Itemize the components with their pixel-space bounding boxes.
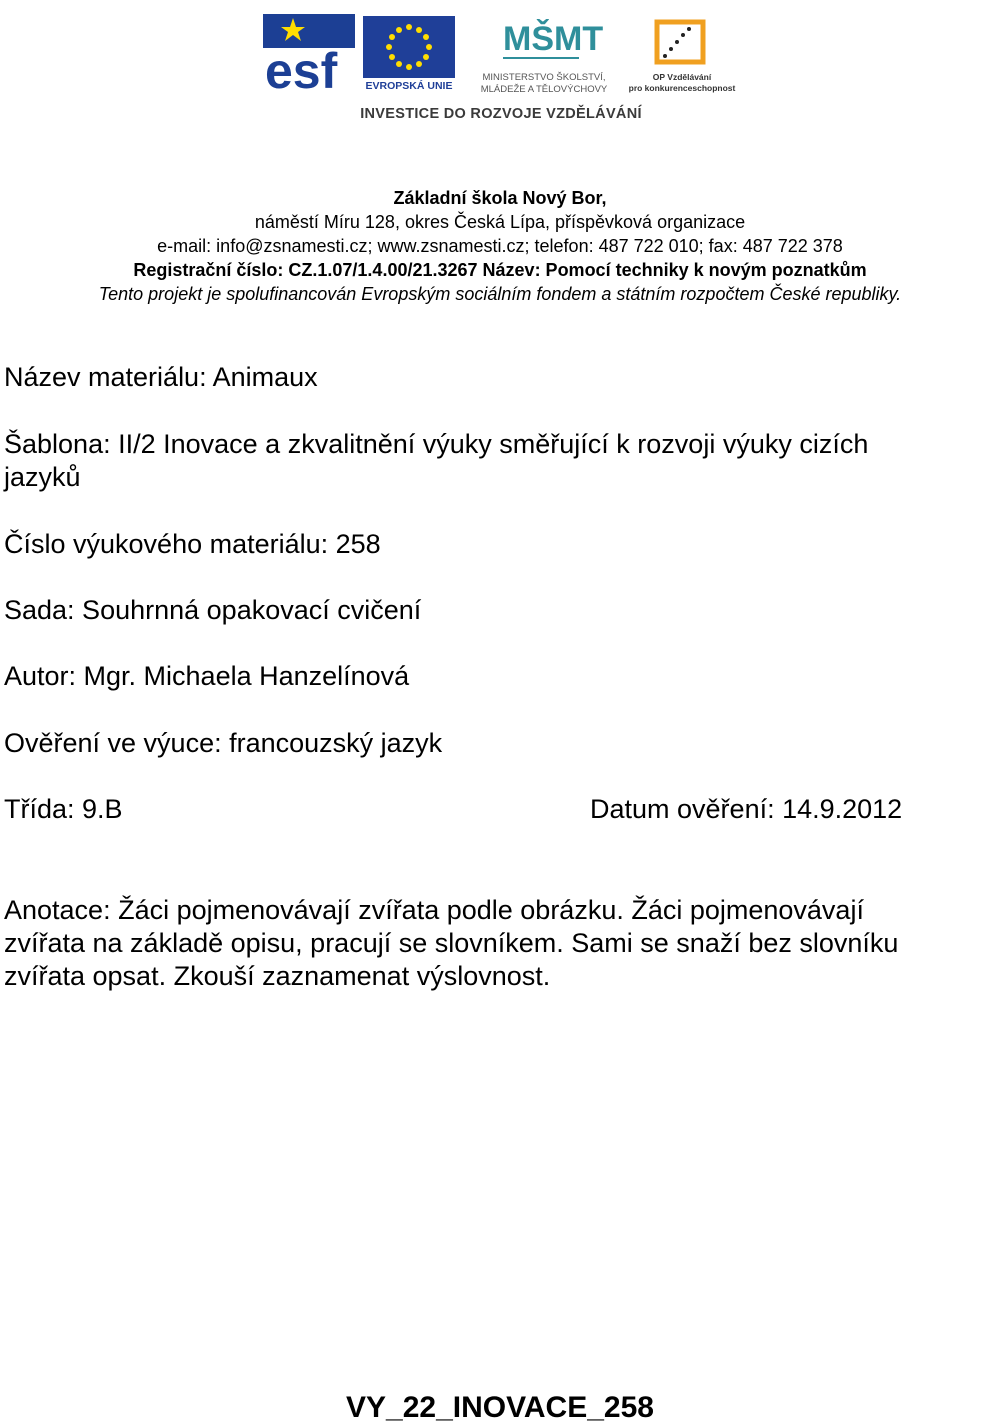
logo-banner	[255, 0, 747, 132]
school-address: náměstí Míru 128, okres Česká Lípa, příspěvková organizace	[254, 212, 746, 232]
material-verification: Ověření ve výuce: francouzský jazyk	[4, 728, 443, 758]
msmt-caption-1: MINISTERSTVO ŠKOLSTVÍ,	[482, 72, 606, 83]
material-number: Číslo výukového materiálu: 258	[4, 529, 381, 559]
banner-slogan: INVESTICE DO ROZVOJE VZDĚLÁVÁNÍ	[360, 106, 642, 122]
esf-logo-text: esf	[265, 43, 338, 99]
msmt-logo-text: MŠMT	[503, 20, 604, 58]
material-template-line-1: Šablona: II/2 Inovace a zkvalitnění výuky směřující k rozvoji výuky cizích	[4, 429, 869, 459]
school-name: Základní škola Nový Bor,	[393, 188, 607, 208]
op-caption-2: pro konkurenceschopnost	[628, 83, 736, 93]
eu-flag-logo	[363, 16, 455, 78]
cofinancing-note: Tento projekt je spolufinancován Evropským sociálním fondem a státním rozpočtem České republiky.	[98, 284, 902, 304]
annotation-line-3: zvířata opsat. Zkouší zaznamenat výslovnost.	[4, 961, 551, 991]
material-template	[4, 428, 944, 494]
material-name: Název materiálu: Animaux	[4, 362, 318, 392]
op-vk-logo	[651, 16, 711, 68]
class-date-row	[4, 793, 944, 826]
school-contact: e-mail: info@zsnamesti.cz; www.zsnamesti.cz; telefon: 487 722 010; fax: 487 722 378	[157, 236, 843, 256]
registration-line: Registrační číslo: CZ.1.07/1.4.00/21.3267 Název: Pomocí techniky k novým poznatkům	[133, 260, 867, 280]
msmt-logo	[495, 12, 604, 74]
eu-caption: EVROPSKÁ UNIE	[365, 80, 453, 92]
msmt-caption-2: MLÁDEŽE A TĚLOVÝCHOVY	[480, 84, 608, 95]
material-code: VY_22_INOVACE_258	[346, 1391, 654, 1424]
op-caption-1: OP Vzdělávání	[652, 72, 712, 82]
material-set: Sada: Souhrnná opakovací cvičení	[4, 595, 422, 625]
material-class: Třída: 9.B	[4, 794, 123, 824]
annotation	[4, 894, 964, 993]
annotation-line-2: zvířata na základě opisu, pracují se slovníkem. Sami se snaží bez slovníku	[4, 928, 899, 958]
material-template-line-2: jazyků	[4, 462, 81, 492]
verification-date: Datum ověření: 14.9.2012	[590, 794, 903, 824]
school-header	[0, 186, 1000, 306]
annotation-line-1: Anotace: Žáci pojmenovávají zvířata podle obrázku. Žáci pojmenovávají	[4, 895, 864, 925]
logo-row	[255, 12, 747, 99]
esf-logo	[263, 14, 355, 99]
material-author: Autor: Mgr. Michaela Hanzelínová	[4, 661, 410, 691]
